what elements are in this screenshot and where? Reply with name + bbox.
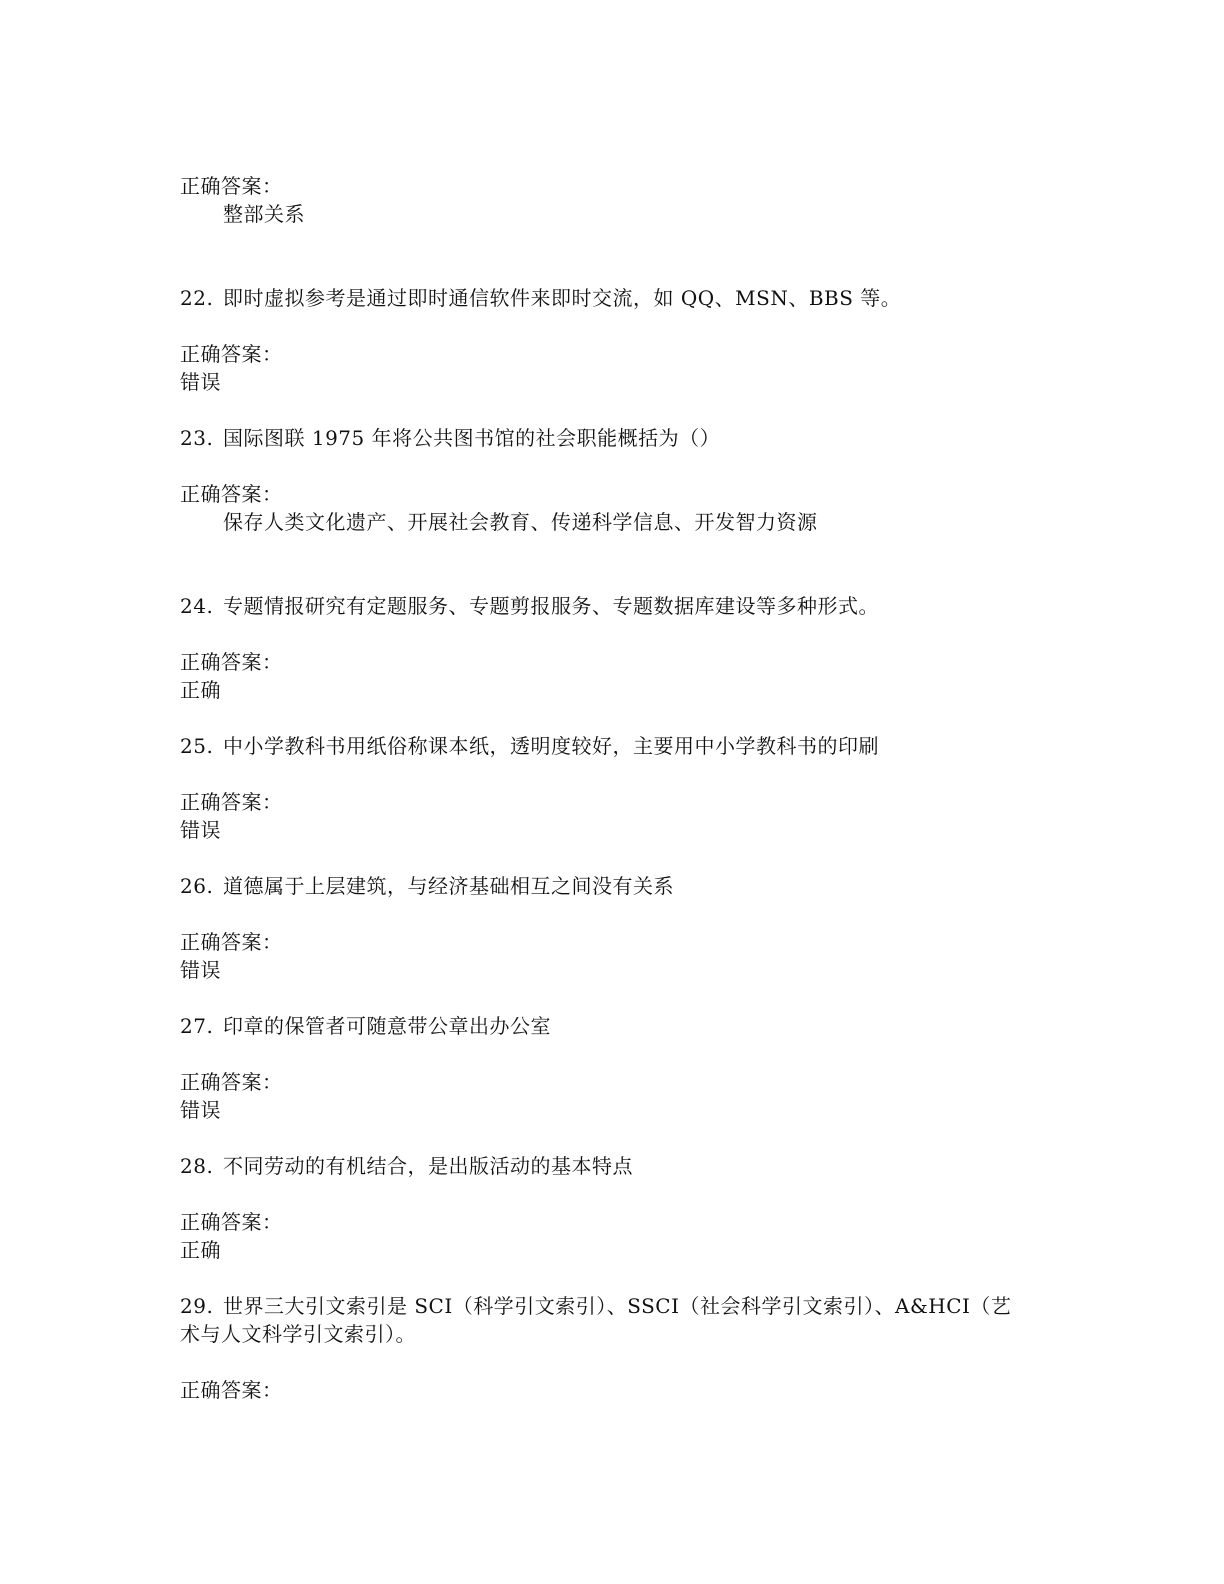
question-number: 24. — [180, 594, 214, 618]
question-number: 28. — [180, 1154, 214, 1178]
question-number: 27. — [180, 1014, 214, 1038]
answer-text: 错误 — [180, 818, 221, 842]
question-text: 印章的保管者可随意带公章出办公室 — [223, 1014, 551, 1038]
question-text: 中小学教科书用纸俗称课本纸，透明度较好，主要用中小学教科书的印刷 — [223, 734, 879, 758]
question-number: 26. — [180, 874, 214, 898]
question-text: 道德属于上层建筑，与经济基础相互之间没有关系 — [223, 874, 674, 898]
question-text: 即时虚拟参考是通过即时通信软件来即时交流，如 QQ、MSN、BBS 等。 — [223, 286, 902, 310]
answer-label: 正确答案： — [180, 930, 283, 954]
answer-text: 错误 — [180, 1098, 221, 1122]
question-22 — [180, 284, 901, 312]
answer-label: 正确答案： — [180, 1210, 283, 1234]
question-26 — [180, 872, 674, 900]
answer-label: 正确答案： — [180, 650, 283, 674]
question-text-line-1: 世界三大引文索引是 SCI（科学引文索引）、SSCI（社会科学引文索引）、A&HCI（艺 — [223, 1294, 1012, 1318]
question-28 — [180, 1152, 633, 1180]
question-text-line-2: 术与人文科学引文索引）。 — [180, 1322, 416, 1346]
answer-text: 错误 — [180, 958, 221, 982]
answer-label: 正确答案： — [180, 790, 283, 814]
question-25 — [180, 732, 879, 760]
answer-text: 保存人类文化遗产、开展社会教育、传递科学信息、开发智力资源 — [223, 510, 818, 534]
answer-label: 正确答案： — [180, 174, 283, 198]
answer-label: 正确答案： — [180, 1378, 283, 1402]
answer-label: 正确答案： — [180, 482, 283, 506]
question-27 — [180, 1012, 551, 1040]
answer-label: 正确答案： — [180, 1070, 283, 1094]
question-number: 23. — [180, 426, 214, 450]
question-number: 22. — [180, 286, 214, 310]
answer-text: 正确 — [180, 678, 221, 702]
question-number: 29. — [180, 1294, 214, 1318]
question-text: 不同劳动的有机结合，是出版活动的基本特点 — [223, 1154, 633, 1178]
answer-label: 正确答案： — [180, 342, 283, 366]
question-number: 25. — [180, 734, 214, 758]
answer-text: 正确 — [180, 1238, 221, 1262]
question-23 — [180, 424, 720, 452]
question-29 — [180, 1292, 1011, 1320]
answer-text: 错误 — [180, 370, 221, 394]
question-text: 专题情报研究有定题服务、专题剪报服务、专题数据库建设等多种形式。 — [223, 594, 879, 618]
question-text: 国际图联 1975 年将公共图书馆的社会职能概括为（） — [223, 426, 721, 450]
question-24 — [180, 592, 879, 620]
answer-text: 整部关系 — [223, 202, 305, 226]
